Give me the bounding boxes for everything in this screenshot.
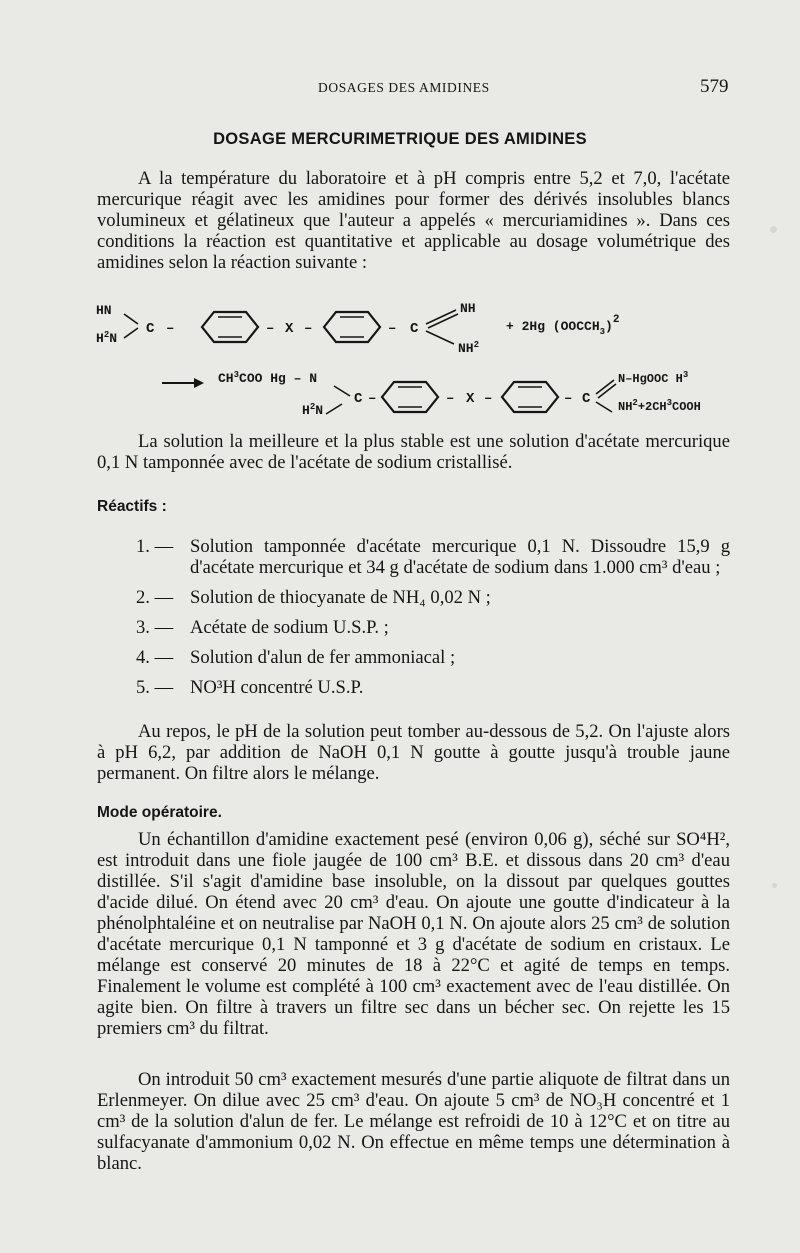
- scheme-prod-dash1: –: [368, 391, 377, 407]
- reaction-scheme: [96, 298, 736, 423]
- page-number: 579: [700, 76, 729, 97]
- mode-paragraph-2: On introduit 50 cm³ exactement mesurés d'une partie aliquote de filtrat dans un Erlenmeyer. On dilue avec 25 cm³ d'eau. On ajoute 5 cm³ de NO₃H concentré et 1 cm³ de la solution d'alun de fer. Le mélange est refroidi de 10 à 12°C et on titre au sulfacyanate d'ammonium 0,02 N. On effectue en même temps une détermination à blanc.: [97, 1069, 730, 1174]
- scheme-prod-dash4: –: [564, 391, 573, 407]
- print-smudge: [772, 883, 777, 888]
- scheme-hn: HN: [96, 303, 112, 318]
- scheme-prod-h2n: $H^2N$: [302, 402, 324, 418]
- scheme-c2: C: [410, 321, 419, 337]
- scheme-x1: X: [285, 321, 294, 337]
- section-title: DOSAGE MERCURIMETRIQUE DES AMIDINES: [213, 130, 587, 148]
- scheme-reagent: + 2Hg $(OOCCH_3)^2$: [506, 314, 620, 337]
- mode-heading: Mode opératoire.: [97, 804, 222, 821]
- scheme-prod-left: $CH^3COO$ Hg – N: [218, 370, 318, 386]
- reagent-item: 3. — Acétate de sodium U.S.P. ;: [136, 617, 389, 638]
- running-head: DOSAGES DES AMIDINES: [318, 80, 490, 95]
- scheme-dash1: –: [166, 321, 175, 337]
- scheme-prod-c1: C: [354, 391, 363, 407]
- scheme-c1: C: [146, 321, 155, 337]
- scheme-prod-x: X: [466, 391, 475, 407]
- reagent-item: 4. — Solution d'alun de fer ammoniacal ;: [136, 647, 456, 668]
- ph-paragraph: Au repos, le pH de la solution peut tomber au-dessous de 5,2. On l'ajuste alors à pH 6,2, par addition de NaOH 0,1 N goutte à goutte jusqu'à trouble jaune permanent. On filtre alors le mélange.: [97, 721, 730, 784]
- solution-paragraph: La solution la meilleure et la plus stable est une solution d'acétate mercurique 0,1 N tamponnée avec de l'acétate de sodium cristallisé.: [97, 431, 730, 473]
- mode-paragraph-1: Un échantillon d'amidine exactement pesé (environ 0,06 g), séché sur SO⁴H², est introduit dans une fiole jaugée de 100 cm³ B.E. et dissous dans 20 cm³ d'eau distillée. S'il s'agit d'amidine base insoluble, on la dissout par quelques gouttes d'acide dilué. On étend avec 20 cm³ d'eau. On ajoute une goutte d'indicateur à la phénolphtaléine et on neutralise par NaOH 0,1 N. On ajoute alors 25 cm³ de solution d'acétate mercurique 0,1 N tamponné et 3 g d'acétate de sodium en cristaux. Le mélange est conservé 20 minutes de 18 à 22°C et agité de temps en temps. Finalement le volume est complété à 100 cm³ exactement avec de l'eau distillée. On agite bien. On filtre à travers un filtre sec dans un bécher sec. On rejette les 15 premiers cm³ du filtrat.: [97, 829, 730, 1039]
- reagent-item: 2. — Solution de thiocyanate de NH₄ 0,02 N ;: [136, 587, 491, 608]
- scheme-h2n: $H^2N$: [96, 330, 118, 346]
- scheme-dash3: –: [304, 321, 313, 337]
- scheme-nh2: $NH^2$: [458, 340, 480, 356]
- intro-paragraph: A la température du laboratoire et à pH compris entre 5,2 et 7,0, l'acétate mercurique réagit avec les amidines pour former des dérivés insolubles blancs volumineux et gélatineux que l'auteur a appelés « mercuriamidines ». Dans ces conditions la réaction est quantitative et applicable au dosage volumétrique des amidines selon la réaction suivante :: [97, 168, 730, 273]
- reagents-list: [136, 536, 730, 707]
- scheme-prod-right-bottom: $NH^2+2CH^3COOH$: [618, 398, 701, 414]
- reagent-item: 5. — NO³H concentré U.S.P.: [136, 677, 364, 698]
- scheme-dash4: –: [388, 321, 397, 337]
- scheme-prod-dash3: –: [484, 391, 493, 407]
- scheme-prod-c2: C: [582, 391, 591, 407]
- scheme-prod-right-top: N–HgOOC $H^3$: [618, 370, 689, 386]
- reagents-heading: Réactifs :: [97, 498, 167, 515]
- scheme-nh: NH: [460, 301, 476, 316]
- print-smudge: [770, 226, 777, 233]
- scheme-prod-dash2: –: [446, 391, 455, 407]
- reagent-item: 1. — Solution tamponnée d'acétate mercurique 0,1 N. Dissoudre 15,9 g d'acétate mercurique et 34 g d'acétate de sodium dans 1.000 cm³ d'eau ;: [136, 536, 730, 578]
- scheme-dash2: –: [266, 321, 275, 337]
